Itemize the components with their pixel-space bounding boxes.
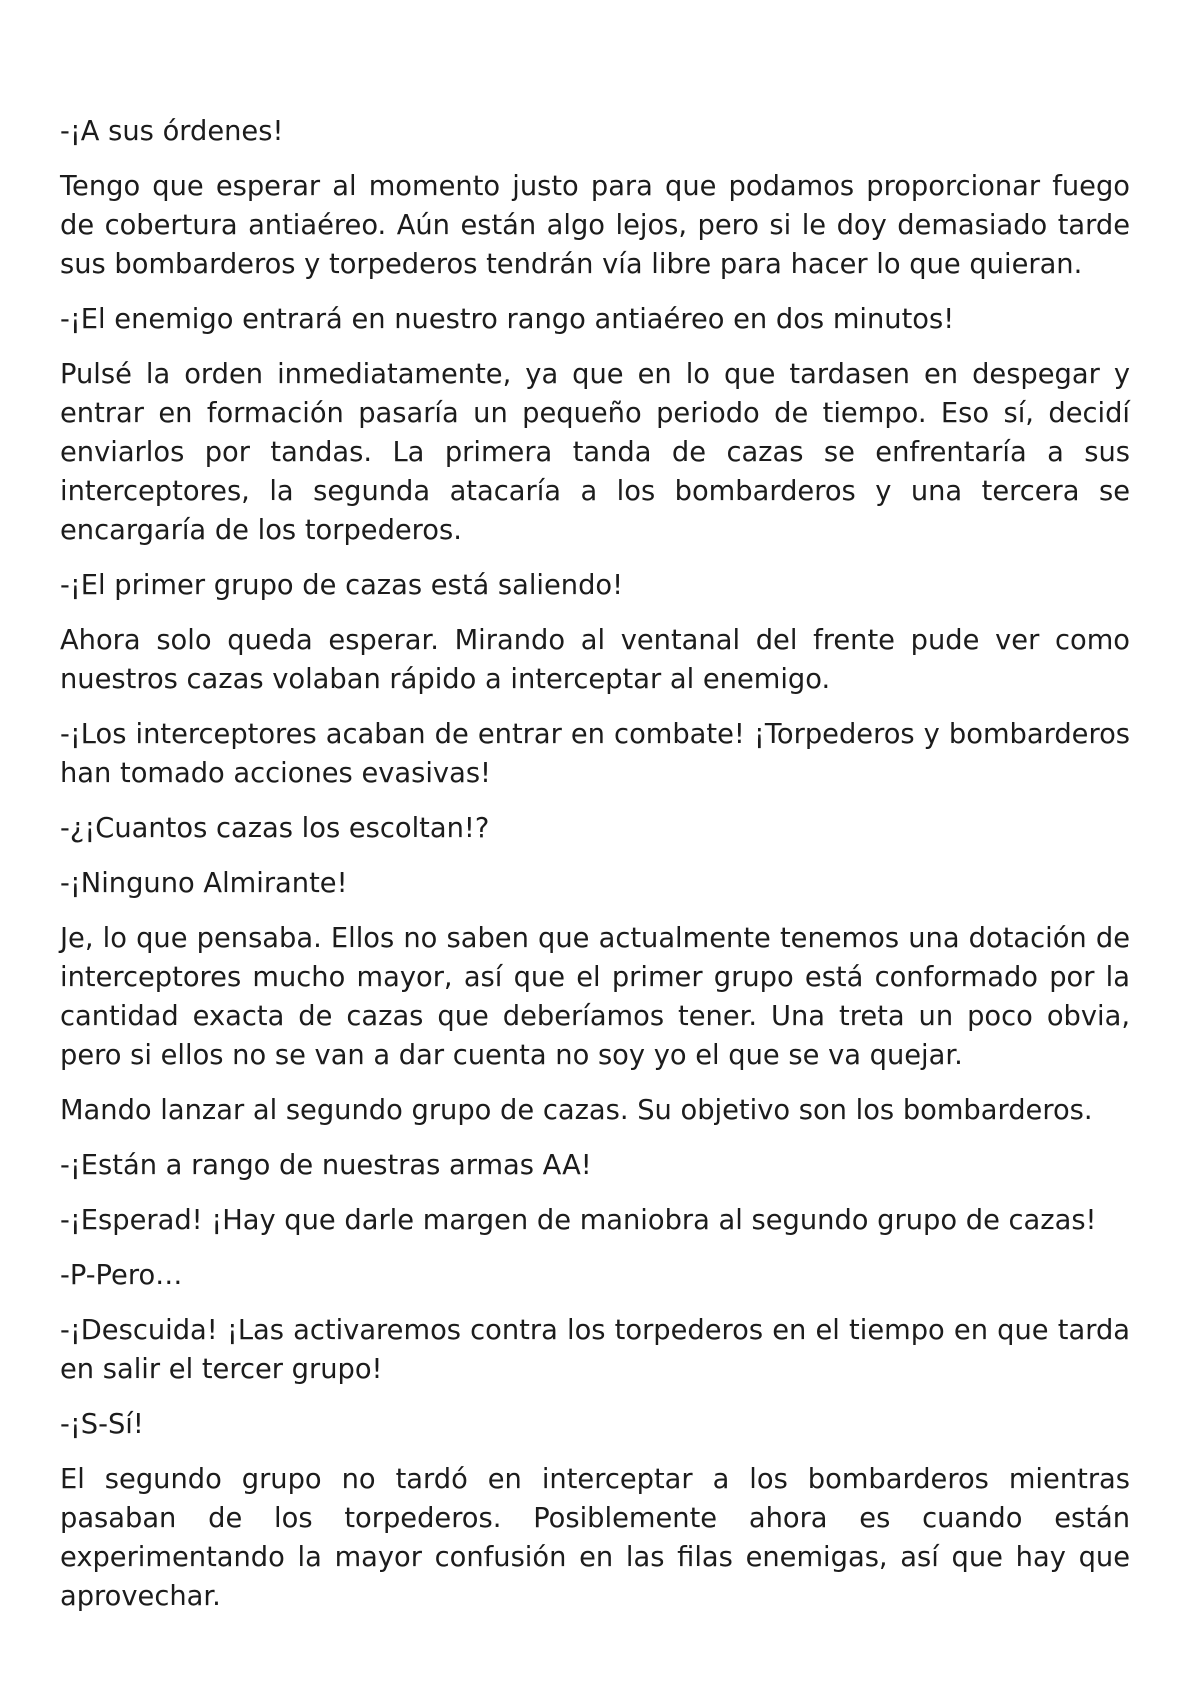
paragraph: -¡Descuida! ¡Las activaremos contra los torpederos en el tiempo en que tarda en salir el tercer grupo! (60, 1315, 1130, 1385)
paragraph: -¡El primer grupo de cazas está saliendo! (60, 570, 624, 601)
paragraph: -¡El enemigo entrará en nuestro rango antiaéreo en dos minutos! (60, 304, 955, 335)
paragraph: -¡A sus órdenes! (60, 116, 284, 147)
paragraph: Mando lanzar al segundo grupo de cazas. Su objetivo son los bombarderos. (60, 1095, 1093, 1126)
paragraph: -¡Están a rango de nuestras armas AA! (60, 1150, 592, 1181)
paragraph: Tengo que esperar al momento justo para que podamos proporcionar fuego de cobertura antiaéreo. Aún están algo lejos, pero si le doy demasiado tarde sus bombarderos y torpederos tendrán vía libre para hacer lo que quieran. (60, 171, 1130, 280)
paragraph: Pulsé la orden inmediatamente, ya que en lo que tardasen en despegar y entrar en formación pasaría un pequeño periodo de tiempo. Eso sí, decidí enviarlos por tandas. La primera tanda de cazas se enfrentaría a sus interceptores, la segunda atacaría a los bombarderos y una tercera se encargaría de los torpederos. (60, 359, 1130, 546)
paragraph: -¿¡Cuantos cazas los escoltan!? (60, 813, 490, 844)
paragraph: Je, lo que pensaba. Ellos no saben que actualmente tenemos una dotación de interceptores mucho mayor, así que el primer grupo está conformado por la cantidad exacta de cazas que deberíamos tener. Una treta un poco obvia, pero si ellos no se van a dar cuenta no soy yo el que se va quejar. (60, 923, 1130, 1071)
paragraph: -¡Ninguno Almirante! (60, 868, 348, 899)
paragraph: -¡Los interceptores acaban de entrar en combate! ¡Torpederos y bombarderos han tomado acciones evasivas! (60, 719, 1130, 789)
paragraph: -¡S-Sí! (60, 1409, 144, 1440)
paragraph: -P-Pero… (60, 1260, 183, 1291)
paragraph: Ahora solo queda esperar. Mirando al ventanal del frente pude ver como nuestros cazas volaban rápido a interceptar al enemigo. (60, 625, 1130, 695)
paragraph: El segundo grupo no tardó en interceptar a los bombarderos mientras pasaban de los torpederos. Posiblemente ahora es cuando están experimentando la mayor confusión en las filas enemigas, así que hay que aprovechar. (60, 1464, 1130, 1612)
paragraph: -¡Esperad! ¡Hay que darle margen de maniobra al segundo grupo de cazas! (60, 1205, 1097, 1236)
document-page (60, 112, 1130, 1632)
